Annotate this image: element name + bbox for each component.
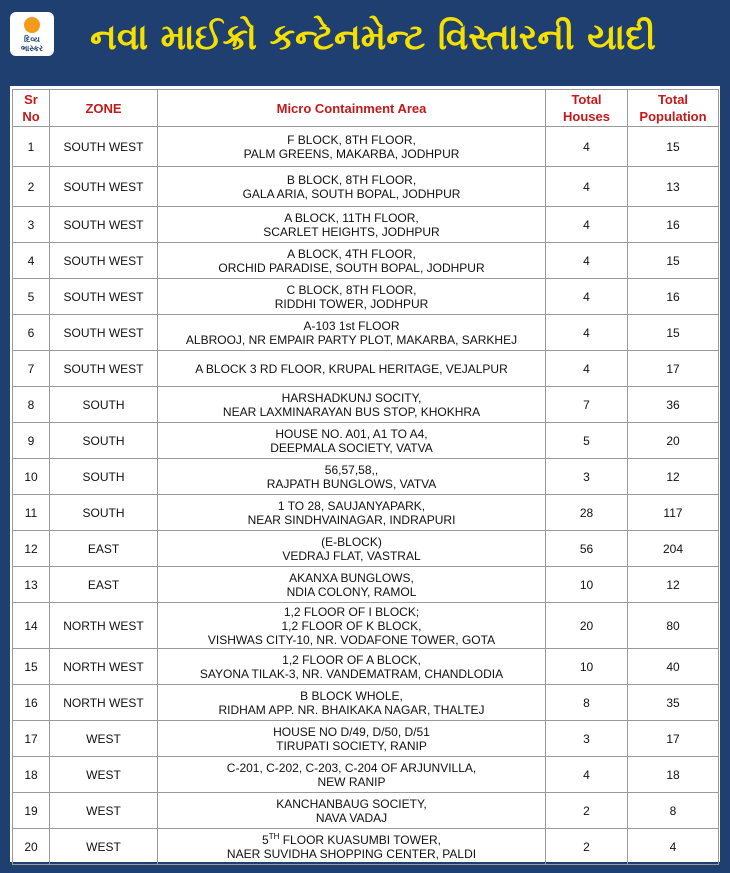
- cell-total-houses: 4: [546, 279, 628, 315]
- area-suffix: FLOOR KUASUMBI TOWER, NAER SUVIDHA SHOPPING CENTER, PALDI: [226, 832, 477, 861]
- table-row: [13, 279, 719, 315]
- cell-total-population: 8: [628, 793, 719, 829]
- cell-total-houses: 20: [546, 603, 628, 649]
- cell-area: HOUSE NO. A01, A1 TO A4, DEEPMALA SOCIETY, VATVA: [158, 423, 546, 459]
- cell-total-population: 16: [628, 279, 719, 315]
- cell-area: C-201, C-202, C-203, C-204 OF ARJUNVILLA, NEW RANIP: [158, 757, 546, 793]
- header-zone: ZONE: [50, 90, 158, 127]
- table-row: [13, 423, 719, 459]
- cell-total-houses: 56: [546, 531, 628, 567]
- cell-total-houses: 10: [546, 649, 628, 685]
- cell-total-houses: 8: [546, 685, 628, 721]
- cell-area: [158, 829, 546, 865]
- cell-zone: SOUTH: [50, 495, 158, 531]
- table-row: [13, 127, 719, 167]
- cell-total-houses: 3: [546, 721, 628, 757]
- cell-area: 56,57,58,, RAJPATH BUNGLOWS, VATVA: [158, 459, 546, 495]
- cell-area: (E-BLOCK) VEDRAJ FLAT, VASTRAL: [158, 531, 546, 567]
- cell-total-population: 4: [628, 829, 719, 865]
- area-superscript: TH: [268, 831, 280, 841]
- cell-area: A BLOCK 3 RD FLOOR, KRUPAL HERITAGE, VEJALPUR: [158, 351, 546, 387]
- cell-sr-no: 16: [13, 685, 50, 721]
- cell-area: B BLOCK, 8TH FLOOR, GALA ARIA, SOUTH BOPAL, JODHPUR: [158, 167, 546, 207]
- cell-total-population: 36: [628, 387, 719, 423]
- cell-zone: EAST: [50, 531, 158, 567]
- page-title: નવા માઈક્રો કન્ટેનમેન્ટ વિસ્તારની યાદી: [90, 17, 656, 58]
- cell-zone: WEST: [50, 793, 158, 829]
- cell-sr-no: 1: [13, 127, 50, 167]
- table-row: [13, 603, 719, 649]
- table-header-row: [13, 90, 719, 127]
- cell-area: 1,2 FLOOR OF I BLOCK; 1,2 FLOOR OF K BLOCK, VISHWAS CITY-10, NR. VODAFONE TOWER, GOTA: [158, 603, 546, 649]
- logo-text-line1: દિવ્ય: [24, 35, 40, 44]
- cell-total-population: 204: [628, 531, 719, 567]
- cell-area: 1 TO 28, SAUJANYAPARK, NEAR SINDHVAINAGAR, INDRAPURI: [158, 495, 546, 531]
- cell-total-population: 15: [628, 243, 719, 279]
- cell-total-houses: 4: [546, 757, 628, 793]
- cell-total-population: 12: [628, 567, 719, 603]
- cell-zone: EAST: [50, 567, 158, 603]
- cell-area: B BLOCK WHOLE, RIDHAM APP. NR. BHAIKAKA NAGAR, THALTEJ: [158, 685, 546, 721]
- cell-total-population: 15: [628, 315, 719, 351]
- cell-zone: WEST: [50, 757, 158, 793]
- cell-total-population: 20: [628, 423, 719, 459]
- cell-total-houses: 4: [546, 207, 628, 243]
- cell-sr-no: 11: [13, 495, 50, 531]
- cell-area: 1,2 FLOOR OF A BLOCK, SAYONA TILAK-3, NR. VANDEMATRAM, CHANDLODIA: [158, 649, 546, 685]
- cell-zone: SOUTH: [50, 387, 158, 423]
- sun-icon: [24, 17, 40, 33]
- cell-zone: SOUTH WEST: [50, 207, 158, 243]
- cell-zone: SOUTH WEST: [50, 243, 158, 279]
- cell-sr-no: 13: [13, 567, 50, 603]
- table-body: [13, 127, 719, 865]
- cell-sr-no: 19: [13, 793, 50, 829]
- cell-sr-no: 14: [13, 603, 50, 649]
- table-row: [13, 757, 719, 793]
- cell-sr-no: 8: [13, 387, 50, 423]
- cell-zone: SOUTH: [50, 459, 158, 495]
- cell-sr-no: 7: [13, 351, 50, 387]
- cell-total-population: 15: [628, 127, 719, 167]
- cell-total-houses: 5: [546, 423, 628, 459]
- cell-area: C BLOCK, 8TH FLOOR, RIDDHI TOWER, JODHPUR: [158, 279, 546, 315]
- cell-zone: SOUTH WEST: [50, 315, 158, 351]
- table-row: [13, 167, 719, 207]
- cell-total-population: 40: [628, 649, 719, 685]
- cell-area: A-103 1st FLOOR ALBROOJ, NR EMPAIR PARTY PLOT, MAKARBA, SARKHEJ: [158, 315, 546, 351]
- cell-total-population: 18: [628, 757, 719, 793]
- cell-zone: NORTH WEST: [50, 685, 158, 721]
- cell-zone: SOUTH WEST: [50, 351, 158, 387]
- cell-sr-no: 17: [13, 721, 50, 757]
- cell-sr-no: 12: [13, 531, 50, 567]
- cell-total-houses: 2: [546, 793, 628, 829]
- cell-sr-no: 10: [13, 459, 50, 495]
- cell-sr-no: 3: [13, 207, 50, 243]
- brand-logo: [10, 12, 54, 56]
- banner: [0, 0, 730, 86]
- cell-zone: SOUTH WEST: [50, 279, 158, 315]
- cell-total-population: 12: [628, 459, 719, 495]
- table-row: [13, 685, 719, 721]
- cell-area: KANCHANBAUG SOCIETY, NAVA VADAJ: [158, 793, 546, 829]
- cell-zone: SOUTH: [50, 423, 158, 459]
- cell-area: F BLOCK, 8TH FLOOR, PALM GREENS, MAKARBA, JODHPUR: [158, 127, 546, 167]
- cell-sr-no: 2: [13, 167, 50, 207]
- cell-sr-no: 9: [13, 423, 50, 459]
- table-row: [13, 721, 719, 757]
- containment-table: [12, 89, 719, 865]
- table-row: [13, 495, 719, 531]
- table-row: [13, 387, 719, 423]
- cell-total-houses: 10: [546, 567, 628, 603]
- cell-total-population: 17: [628, 351, 719, 387]
- cell-total-population: 16: [628, 207, 719, 243]
- cell-total-population: 35: [628, 685, 719, 721]
- cell-sr-no: 6: [13, 315, 50, 351]
- area-prefix: 5: [262, 832, 269, 847]
- table-row: [13, 243, 719, 279]
- cell-zone: WEST: [50, 829, 158, 865]
- cell-zone: NORTH WEST: [50, 649, 158, 685]
- cell-total-houses: 4: [546, 243, 628, 279]
- cell-sr-no: 4: [13, 243, 50, 279]
- cell-total-population: 80: [628, 603, 719, 649]
- cell-sr-no: 15: [13, 649, 50, 685]
- table-row: [13, 207, 719, 243]
- cell-total-houses: 3: [546, 459, 628, 495]
- cell-total-houses: 4: [546, 127, 628, 167]
- table-row: [13, 793, 719, 829]
- cell-total-houses: 2: [546, 829, 628, 865]
- cell-area: HARSHADKUNJ SOCITY, NEAR LAXMINARAYAN BUS STOP, KHOKHRA: [158, 387, 546, 423]
- table-row: [13, 531, 719, 567]
- cell-total-houses: 7: [546, 387, 628, 423]
- table-row: [13, 315, 719, 351]
- logo-text-line2: ભાસ્કર: [20, 44, 44, 53]
- cell-area: HOUSE NO D/49, D/50, D/51 TIRUPATI SOCIETY, RANIP: [158, 721, 546, 757]
- header-area: Micro Containment Area: [158, 90, 546, 127]
- cell-sr-no: 20: [13, 829, 50, 865]
- header-total-population: Total Population: [628, 90, 719, 127]
- cell-total-population: 117: [628, 495, 719, 531]
- cell-total-houses: 4: [546, 315, 628, 351]
- cell-area: AKANXA BUNGLOWS, NDIA COLONY, RAMOL: [158, 567, 546, 603]
- table-row: [13, 459, 719, 495]
- cell-total-houses: 4: [546, 167, 628, 207]
- cell-zone: WEST: [50, 721, 158, 757]
- cell-sr-no: 18: [13, 757, 50, 793]
- cell-sr-no: 5: [13, 279, 50, 315]
- cell-zone: NORTH WEST: [50, 603, 158, 649]
- table-row: [13, 351, 719, 387]
- header-total-houses: Total Houses: [546, 90, 628, 127]
- cell-zone: SOUTH WEST: [50, 127, 158, 167]
- header-sr-no: Sr No: [13, 90, 50, 127]
- table-sheet: [10, 86, 720, 862]
- cell-total-population: 13: [628, 167, 719, 207]
- table-row: [13, 567, 719, 603]
- table-row: [13, 649, 719, 685]
- cell-total-houses: 28: [546, 495, 628, 531]
- cell-total-houses: 4: [546, 351, 628, 387]
- cell-zone: SOUTH WEST: [50, 167, 158, 207]
- cell-area: A BLOCK, 11TH FLOOR, SCARLET HEIGHTS, JODHPUR: [158, 207, 546, 243]
- cell-total-population: 17: [628, 721, 719, 757]
- table-row: [13, 829, 719, 865]
- cell-area: A BLOCK, 4TH FLOOR, ORCHID PARADISE, SOUTH BOPAL, JODHPUR: [158, 243, 546, 279]
